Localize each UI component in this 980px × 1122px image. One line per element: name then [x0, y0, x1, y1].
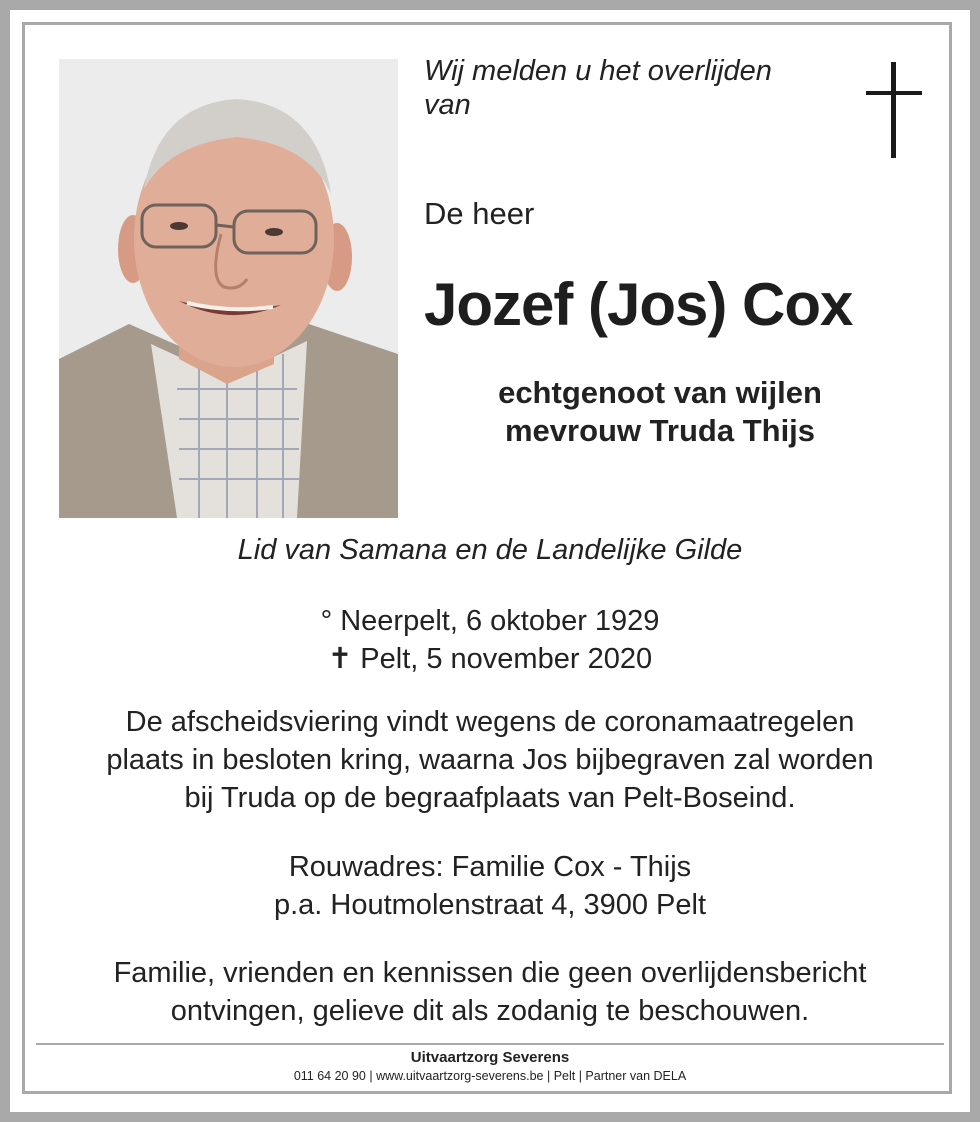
- intro-line-2: van: [424, 89, 471, 121]
- notice-line-2: ontvingen, gelieve dit als zodanig te beschouwen.: [170, 995, 810, 1027]
- portrait-photo: [59, 59, 398, 518]
- mourning-address: [10, 848, 970, 924]
- spouse-line-1: echtgenoot van wijlen: [498, 375, 822, 410]
- notice-text: [10, 954, 970, 1030]
- notice-line-1: Familie, vrienden en kennissen die geen overlijdensbericht: [113, 957, 867, 989]
- intro-text: [424, 54, 772, 122]
- deceased-name: Jozef (Jos) Cox: [424, 271, 853, 338]
- ceremony-line-3: bij Truda op de begraafplaats van Pelt-Boseind.: [184, 782, 796, 814]
- spouse-info: [450, 374, 870, 450]
- membership: Lid van Samana en de Landelijke Gilde: [237, 534, 743, 566]
- address-line-1: Rouwadres: Familie Cox - Thijs: [288, 851, 692, 883]
- ceremony-line-2: plaats in besloten kring, waarna Jos bijbegraven zal worden: [106, 744, 874, 776]
- obituary-card: [10, 10, 970, 1112]
- funeral-home-name: Uitvaartzorg Severens: [410, 1049, 570, 1066]
- ceremony-line-1: De afscheidsviering vindt wegens de coronamaatregelen: [125, 706, 855, 738]
- address-line-2: p.a. Houtmolenstraat 4, 3900 Pelt: [273, 889, 707, 921]
- ceremony-info: [10, 703, 970, 817]
- death-date: ✝ Pelt, 5 november 2020: [327, 643, 653, 675]
- intro-line-1: Wij melden u het overlijden: [424, 55, 772, 87]
- spouse-line-2: mevrouw Truda Thijs: [504, 413, 816, 448]
- life-dates: [10, 602, 970, 678]
- footer-divider: [36, 1043, 944, 1045]
- salutation: De heer: [424, 196, 535, 231]
- funeral-home-details: 011 64 20 90 | www.uitvaartzorg-severens.be | Pelt | Partner van DELA: [293, 1069, 687, 1083]
- birth-date: ° Neerpelt, 6 oktober 1929: [320, 605, 660, 637]
- latin-cross-icon: [866, 62, 922, 158]
